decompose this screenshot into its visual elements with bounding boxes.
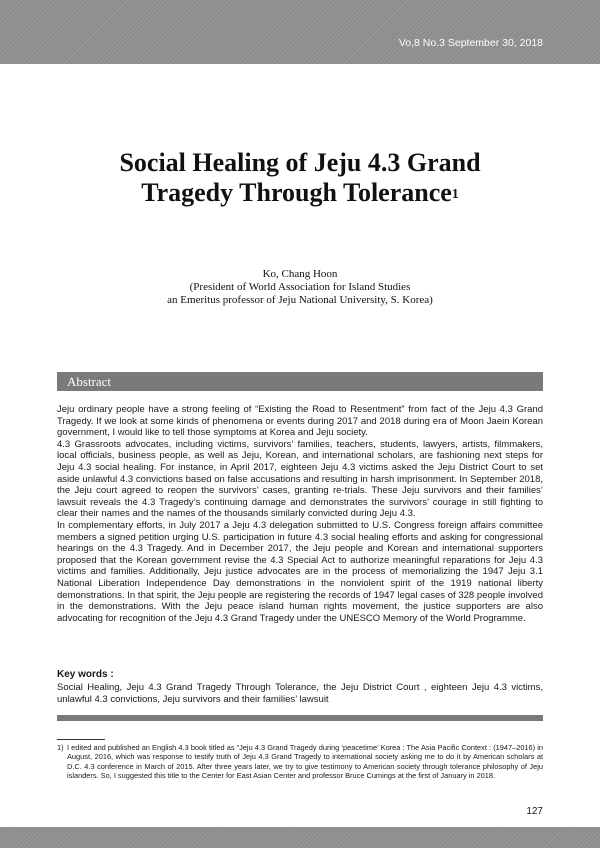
keywords-text: Social Healing, Jeju 4.3 Grand Tragedy Through Tolerance, the Jeju District Court , eighteen Jeju 4.3 victims, unlawful 4.3 convictions, Jeju survivors and their families’ lawsuit <box>57 682 543 705</box>
abstract-body <box>57 404 543 624</box>
page-number: 127 <box>526 806 543 817</box>
title-footnote-marker: 1 <box>451 187 459 202</box>
paper-title <box>0 148 600 208</box>
footer-band <box>0 827 600 848</box>
abstract-heading: Abstract <box>67 374 112 389</box>
footnote <box>57 743 543 781</box>
footnote-rule <box>57 739 105 740</box>
abstract-heading-bar <box>57 372 543 391</box>
keywords-heading: Key words : <box>57 669 114 680</box>
author-affiliation-2: an Emeritus professor of Jeju National University, S. Korea) <box>167 294 433 306</box>
footnote-text: I edited and published an English 4.3 book titled as “Jeju 4.3 Grand Tragedy during ‘peacetime’ Korea : The Asia Pacific Context : (1947–2016) in August, 2016, which was response to testify truth of Jeju 4.3 Grand Tragedy to international society asking me to do it by American scholars at D.C. 4.3 conference in March of 2015. After three years later, we try to give testimony to American society through tolerance philosophy of Jeju islanders. So, I suggested this title to the Center for East Asian Center and professor Bruce Cumings at the first of January in 2018. <box>67 743 543 781</box>
title-line-2: Tragedy Through Tolerance <box>141 178 452 207</box>
author-name: Ko, Chang Hoon <box>262 268 338 280</box>
footnote-number: 1) <box>57 743 64 752</box>
section-divider <box>57 715 543 721</box>
title-line-1: Social Healing of Jeju 4.3 Grand <box>119 148 481 177</box>
abstract-paragraph: Jeju ordinary people have a strong feeling of “Existing the Road to Resentment” from fact of the Jeju 4.3 Grand Tragedy. If we look at some kinds of phenomena or events during 2017 and 2018 during era of Moon Jaein Korean government, I would like to tell those symptoms at Korea and Jeju society. <box>57 404 543 439</box>
header-band <box>0 0 600 64</box>
author-affiliation-1: (President of World Association for Island Studies <box>189 281 411 293</box>
abstract-paragraph: In complementary efforts, in July 2017 a Jeju 4.3 delegation submitted to U.S. Congress foreign affairs committee members a signed petition urging U.S. participation in future 4.3 social healing efforts and asking for congressional hearings on the 4.3 Tragedy. And in December 2017, the Jeju people and Korean and international supporters proposed that the Korean government revise the 4.3 Special Act to authorize meaningful reparations for Jeju 4.3 victims and families. Additionally, Jeju justice advocates are in the process of memorializing the 1947 Jeju 3.1 National Liberation Independence Day demonstrations in the nonviolent spirit of the 1919 national liberty demonstrations. In that spirit, the Jeju people are registering the records of 1947 legal cases of 328 people involved in the demonstrations. With the Jeju peace island human rights movement, the justice supporters are also advocating for recognition of the Jeju 4.3 Grand Tragedy under the UNESCO Memory of the World Programme. <box>57 519 543 624</box>
author-block <box>0 268 600 307</box>
issue-info: Vo,8 No.3 September 30, 2018 <box>398 37 543 49</box>
abstract-paragraph: 4.3 Grassroots advocates, including victims, survivors’ families, teachers, students, lawyers, artists, filmmakers, local officials, business people, as well as Jeju, Korean, and international scholars, are fashioning next steps for Jeju 4.3 social healing. For instance, in April 2017, eighteen Jeju 4.3 victims asked the Jeju District Court to set aside unlawful 4.3 convictions based on false accusations and resulting in harsh imprisonment. In September 2018, the Jeju court agreed to reopen the survivors’ cases, granting re-trials. These Jeju survivors and their families’ lawsuit reveals the 4.3 Tragedy’s continuing damage and demonstrates the survivors’ courage in still fighting to clear their names and the names of the thousands similarly convicted during Jeju 4.3. <box>57 438 543 520</box>
